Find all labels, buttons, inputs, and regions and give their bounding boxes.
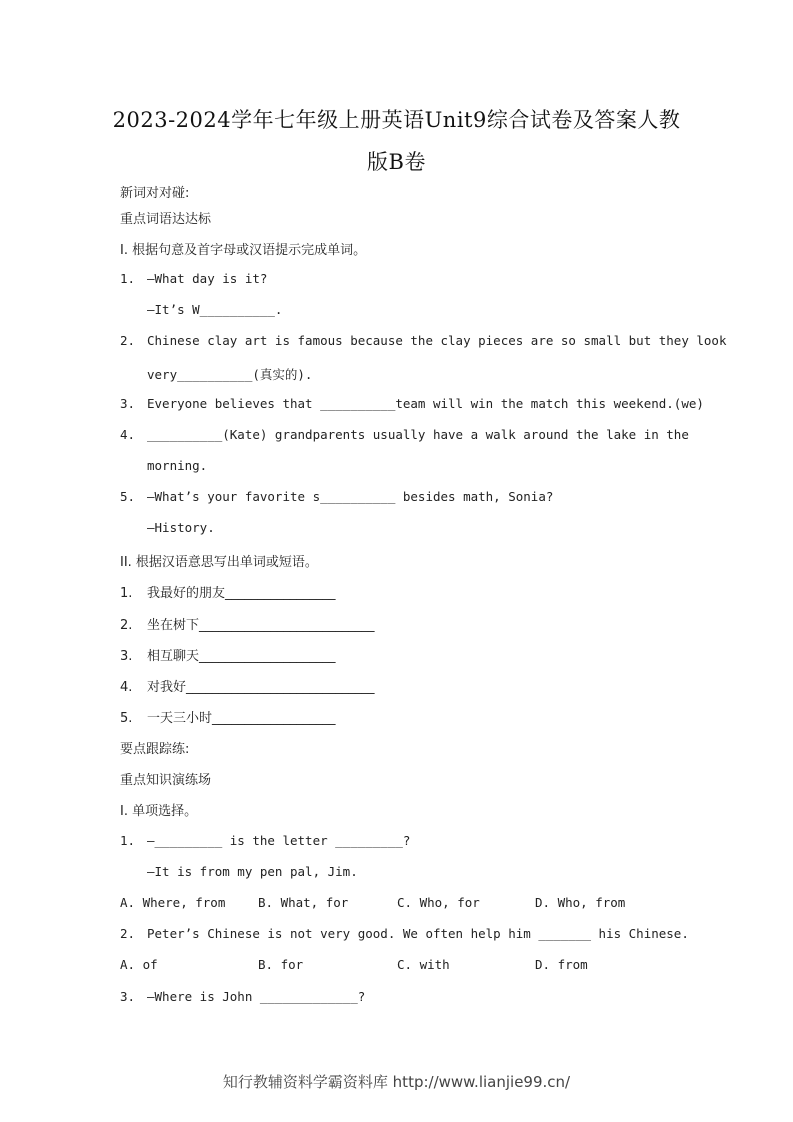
phrase-item (120, 614, 375, 633)
question-text: —What’s your favorite s__________ besides math, Sonia? (147, 489, 554, 504)
question-number: 1. (120, 586, 133, 601)
phrase-text: 一天三小时___________________ (147, 711, 336, 726)
question-line: morning. (147, 458, 208, 473)
question-number: 4. (120, 427, 136, 442)
question-line: very__________(真实的). (147, 367, 313, 382)
page-title-line1: 2023-2024学年七年级上册英语Unit9综合试卷及答案人教 (112, 108, 681, 132)
mc-heading: I. 单项选择。 (120, 804, 198, 819)
section-heading-vocab: 新词对对碰: (120, 186, 190, 201)
section-subheading-vocab: 重点词语达达标 (120, 212, 212, 227)
question-text: —_________ is the letter _________? (147, 833, 411, 848)
phrase-text: 相互聊天_____________________ (147, 649, 336, 664)
section-heading-practice: 要点跟踪练: (120, 742, 190, 757)
phrase-text: 坐在树下___________________________ (147, 618, 375, 633)
question-text: —Where is John _____________? (147, 989, 366, 1004)
question-text: Peter’s Chinese is not very good. We often help him _______ his Chinese. (147, 926, 689, 941)
question-number: 3. (120, 396, 136, 411)
question-item (120, 427, 689, 442)
question-number: 2. (120, 926, 136, 941)
question-text: __________(Kate) grandparents usually have a walk around the lake in the (147, 427, 689, 442)
page-title-line2: 版B卷 (367, 150, 426, 174)
question-number: 1. (120, 271, 136, 286)
phrase-item (120, 707, 336, 726)
question-text: —What day is it? (147, 271, 268, 286)
option-c: C. with (397, 957, 450, 972)
part1-heading: I. 根据句意及首字母或汉语提示完成单词。 (120, 243, 367, 258)
question-number: 4. (120, 680, 133, 695)
question-item (120, 489, 553, 504)
question-line: —History. (147, 520, 215, 535)
phrase-text: 对我好_____________________________ (147, 680, 375, 695)
question-text: Chinese clay art is famous because the clay pieces are so small but they look (147, 333, 727, 348)
question-number: 5. (120, 489, 136, 504)
option-c: C. Who, for (397, 895, 480, 910)
phrase-item (120, 582, 336, 601)
phrase-text: 我最好的朋友_________________ (147, 586, 336, 601)
option-d: D. Who, from (535, 895, 626, 910)
mc-question (120, 833, 410, 848)
question-item (120, 333, 726, 348)
question-item (120, 271, 267, 286)
question-number: 2. (120, 618, 133, 633)
phrase-item (120, 645, 336, 664)
part2-heading: II. 根据汉语意思写出单词或短语。 (120, 555, 318, 570)
question-number: 3. (120, 649, 133, 664)
section-subheading-practice: 重点知识演练场 (120, 773, 212, 788)
question-number: 1. (120, 833, 136, 848)
question-line: —It’s W__________. (147, 302, 283, 317)
question-item (120, 396, 704, 411)
question-number: 3. (120, 989, 136, 1004)
question-number: 5. (120, 711, 133, 726)
phrase-item (120, 676, 375, 695)
option-a: A. Where, from (120, 895, 226, 910)
question-line: —It is from my pen pal, Jim. (147, 864, 358, 879)
option-a: A. of (120, 957, 158, 972)
mc-question (120, 926, 689, 941)
option-b: B. What, for (258, 895, 349, 910)
question-number: 2. (120, 333, 136, 348)
mc-question (120, 989, 365, 1004)
option-d: D. from (535, 957, 588, 972)
option-b: B. for (258, 957, 304, 972)
footer-watermark: 知行教辅资料学霸资料库 http://www.lianjie99.cn/ (222, 1073, 571, 1091)
question-text: Everyone believes that __________team will win the match this weekend.(we) (147, 396, 704, 411)
